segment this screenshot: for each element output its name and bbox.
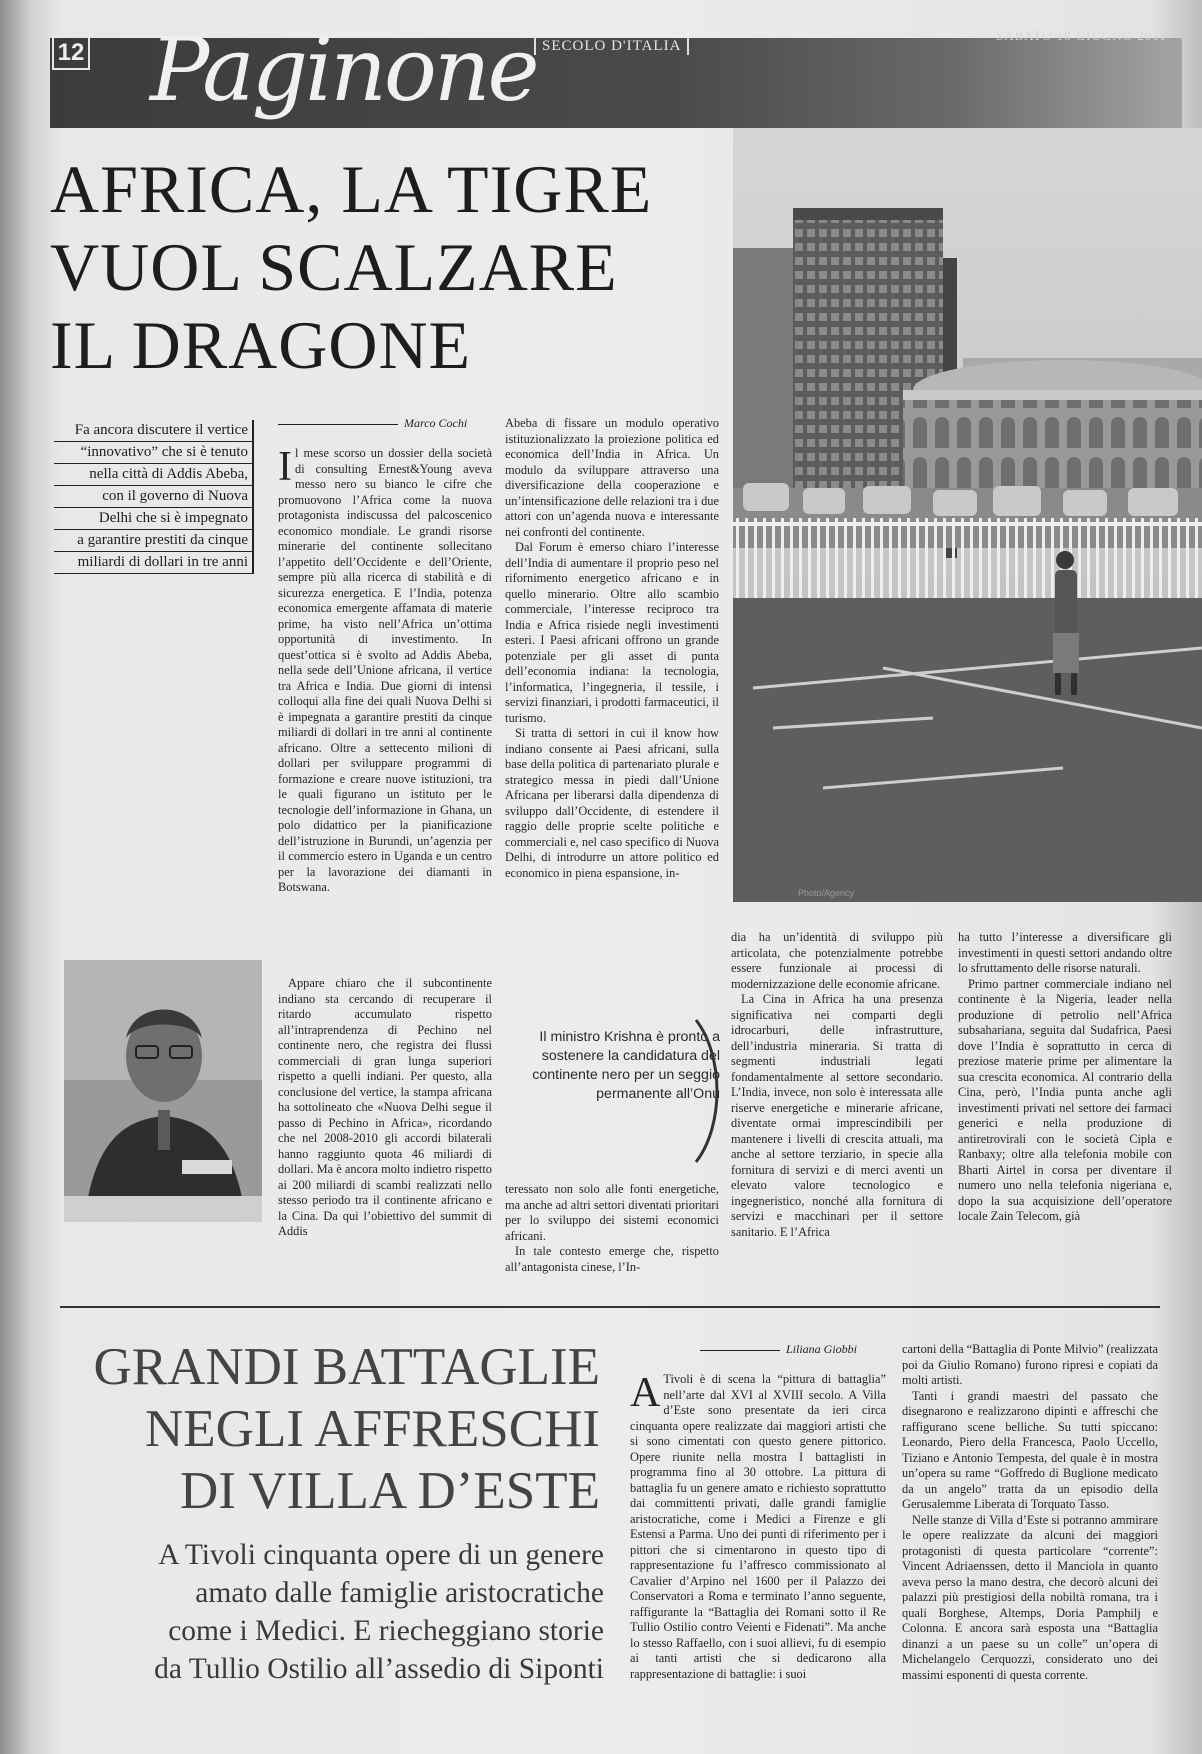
pull-quote: Il ministro Krishna è pronto a sostenere la candidatura del continente nero per un seggio permanente all’Onu: [532, 1029, 720, 1102]
secondary-headline: [60, 1336, 600, 1522]
photo-credit: Photo/Agency: [798, 888, 855, 898]
body-text: l mese scorso un dossier della società di consulting Ernest&Young aveva messo nero su bianco le cifre che promuovono l’Africa come la nuova protagonista indiscussa del palcoscenico economico mondiale. Le grandi risorse minerarie del continente sollecitano l’appetito dell’Occidente e dell’Oriente, sempre più alla ricerca di stabilità e di sicurezza energetica. E l’India, potenza economica emergente affamata di materie prime, ha visto nell’Africa un’ottima opportunità di investimento. In quest’ottica si è svolto ad Addis Abeba, nella sede dell’Unione africana, il vertice tra Africa e India. Due giorni di intensi colloqui alla fine dei quali Nuova Delhi si è impegnata a garantire prestiti da cinque miliardi di dollari in tre anni al continente africano. Oltre a settecento milioni di dollari per sviluppare programmi di formazione e creare nuove istituzioni, tra le quali figurano un istituto per le tecnologie dell’informazione in Ghana, un polo didattico per la pianificazione dell’istruzione in Burundi, un’agenzia per il commercio estero in Uganda e un centro per la lavorazione dei diamanti in Botswana.: [278, 446, 492, 894]
headline-line: VUOL SCALZARE: [50, 229, 618, 305]
body-text: Si tratta di settori in cui il know how indiano consente ai Paesi africani, sulla base della politica di partenariato plurale e strategico messa in piedi dall’Unione Africana per liberarsi dalla dipendenza di sviluppo dall’Occidente, di estendere il raggio delle proprie scelte politiche e commerciali e, nel caso specifico di Nuova Delhi, di introdurre un attore politico ed economico in piena espansione, in-: [505, 726, 719, 880]
dateline: SABATO 18 GIUGNO 2011: [996, 28, 1167, 43]
deck-line: come i Medici. E riecheggiano storie: [168, 1615, 604, 1647]
body-text: Primo partner commerciale indiano nel continente è la Nigeria, leader nella produzione di petrolio nell’Africa subsahariana, seguita dal Sudafrica, Paesi dove l’India è soprattutto in cerca di preziose materie prime per alimentare la sua crescita economica. Al contrario della Cina, però, l’India punta anche agli investimenti privati nel settore dei farmaci generici e nella produzione di antiretrovirali con le società Cipla e Ranbaxy; oltre alla telefonia mobile con Bharti Airtel in corsa per diventare il numero uno nella telefonia nigeriana e, dopo la sua acquisizione dell’operatore locale Zain Telecom, già: [958, 976, 1172, 1223]
body-text: Tivoli è di scena la “pittura di battaglia” nell’arte dal XVI al XVIII secolo. A Villa d’Este sono presentate da ieri circa cinquanta opere realizzate dai maggiori artisti che si sono cimentati con questo genere pittorico. Opere riunite nella mostra I battaglisti in programma fino al 30 ottobre. La pittura di battaglia fu un genere amato e richiesto soprattutto dai committenti privati, dalle grandi famiglie aristocratiche, come i Medici a Firenze e gli Estensi a Parma. Uno dei punti di riferimento per i pittori che si cimentarono in questo tipo di rappresentazione fu l’affresco commissionato al Cavalier d’Arpino nel 1600 per il Palazzo dei Conservatori a Roma e terminato l’anno seguente, raffigurante la “Battaglia dei Romani sotto il Re Tullio Ostilio contro Veienti e Fidenati”. Ma anche lo stesso Raffaello, con i suoi allievi, fu di esempio ai tanti artisti che si dedicarono alla rappresentazione di battaglie: i suoi: [630, 1372, 886, 1681]
deck-line: A Tivoli cinquanta opere di un genere: [158, 1539, 604, 1571]
headline-line: DI VILLA D’ESTE: [179, 1462, 600, 1520]
article2-column-2: [902, 1342, 1158, 1744]
article-column-3: [731, 930, 943, 1278]
headline-line: NEGLI AFFRESCHI: [145, 1400, 600, 1458]
main-headline: [50, 150, 730, 384]
body-text: teressato non solo alle fonti energetiche, ma anche ad altri settori diventati prioritari per lo sviluppo dei sistemi economici africani.: [505, 1182, 719, 1243]
body-text: cartoni della “Battaglia di Ponte Milvio” (realizzata poi da Giulio Romano) furono ripresi e copiati da molti artisti.: [902, 1342, 1158, 1387]
headline-line: AFRICA, LA TIGRE: [50, 151, 653, 227]
headline-line: IL DRAGONE: [50, 307, 472, 383]
body-text: ha tutto l’interesse a diversificare gli investimenti in questi settori andando oltre lo sfruttamento delle risorse naturali.: [958, 930, 1172, 975]
city-street-photo: [733, 128, 1202, 902]
author-name: Liliana Giobbi: [786, 1342, 858, 1356]
article-deck: [54, 420, 254, 574]
deck-line: miliardi di dollari in tre anni: [54, 552, 252, 574]
body-text: Tanti i grandi maestri del passato che disegnarono e realizzarono dipinti e affreschi che raffigurano scene belliche. Su tutti spiccano: Leonardo, Piero della Francesca, Paolo Uccello, Tiziano e Antonio Tempesta, del quale è in mostra un’opera su rame “Goffredo di Buglione medicato da un angelo” tratta da un episodio della Gerusalemme Liberata di Torquato Tasso.: [902, 1388, 1158, 1511]
body-text: Abeba di fissare un modulo operativo istituzionalizzato la proiezione politica ed economica dell’India in Africa. Un modulo da sviluppare attraverso una diversificazione della cooperazione e un’intensificazione delle relazioni tra i due attori con un’agenda nuova e interessante nei confronti del continente.: [505, 416, 719, 539]
byline: [278, 416, 467, 431]
page-number: 12: [52, 36, 90, 70]
deck-line: “innovativo” che si è tenuto: [54, 442, 252, 464]
section-divider: [60, 1306, 1160, 1308]
deck-line: da Tullio Ostilio all’assedio di Siponti: [154, 1653, 604, 1685]
article-column-2-continued: [505, 1182, 719, 1278]
body-text: Nelle stanze di Villa d’Este si potranno ammirare le opere realizzate da alcuni dei maggiori protagonisti di questa particolare “corrente”: Vincent Adriaenssen, detto il Manciola in quanto aveva perso la mano destra, che decorò alcuni dei palazzi più prestigiosi della nobiltà romana, tra i quali Borghese, Altemps, Doria Pamphilj e Colonna. E ancora sarà esposta una “Battaglia dinanzi a un paese su un colle” un’opera di Michelangelo Cerquozzi, considerato uno dei massimi esponenti di questa corrente.: [902, 1512, 1158, 1682]
body-text: dia ha un’identità di sviluppo più articolata, che potenzialmente potrebbe essere funzionale ai processi di modernizzazione delle economie africane.: [731, 930, 943, 991]
drop-cap: A: [630, 1372, 661, 1416]
deck-line: Fa ancora discutere il vertice: [54, 420, 252, 442]
body-text: Appare chiaro che il subcontinente indiano sta cercando di recuperare il ritardo accumulato rispetto all’intraprendenza di Pechino nel continente nero, che registra dei flussi commerciali di gran lunga superiori rispetto a quelli indiani. Per questo, alla conclusione del vertice, la stampa africana ha sottolineato che «Nuova Delhi segue il passo di Pechino in Africa», ricordando che nel 2008-2010 gli accordi bilaterali hanno raggiunto quota 46 miliardi di dollari. Ma è ancora molto indietro rispetto ai 200 miliardi di scambi realizzati nello stesso periodo tra il continente africano e la Cina. Da qui l’obiettivo del summit di Addis: [278, 976, 492, 1238]
masthead: SECOLO D'ITALIA: [534, 38, 689, 55]
deck-line: Delhi che si è impegnato: [54, 508, 252, 530]
body-text: Dal Forum è emerso chiaro l’interesse dell’India di aumentare il proprio peso nel rifornimento energetico africano e in quello minerario. Oltre allo scambio commerciale, l’interesse reciproco tra India e Africa risiede negli investimenti esteri. I Paesi africani offrono un grande potenziale per gli asset di punta dell’economia indiana: la tecnologia, l’informatica, l’ingegneria, il tessile, i servizi finanziari, i prodotti farmaceutici, il turismo.: [505, 540, 719, 725]
article-column-1: [278, 446, 492, 966]
headline-line: GRANDI BATTAGLIE: [93, 1338, 600, 1396]
deck-line: con il governo di Nuova: [54, 486, 252, 508]
pull-quote-bracket: [690, 1016, 730, 1166]
article2-column-1: [630, 1372, 886, 1744]
article-column-4: [958, 930, 1172, 1278]
byline-2: [700, 1342, 857, 1357]
section-title: Paginone: [150, 18, 537, 121]
body-text: La Cina in Africa ha una presenza significativa nei comparti degli idrocarburi, delle infrastrutture, dell’industria mineraria. Si tratta di segmenti industriali legati fondamentalmente al settore secondario. L’India, invece, non solo è interessata alle riserve energetiche e minerarie africane, diventate ormai imprescindibili per mantenere i livelli di crescita attuali, ma anche al settore terziario, in specie alla fornitura di servizi e di merci aventi un elevato valore tecnologico e ingegneristico, nonché alla fornitura di servizi e macchinari per il settore sanitario. E l’Africa: [731, 992, 943, 1239]
article-column-2: [505, 416, 719, 970]
article-column-1-continued: [278, 976, 492, 1278]
deck-line: amato dalle famiglie aristocratiche: [195, 1577, 604, 1609]
deck-line: nella città di Addis Abeba,: [54, 464, 252, 486]
drop-cap: I: [278, 446, 292, 490]
author-name: Marco Cochi: [404, 416, 468, 430]
body-text: In tale contesto emerge che, rispetto all’antagonista cinese, l’In-: [505, 1244, 719, 1274]
secondary-deck: [56, 1536, 604, 1688]
portrait-photo: [64, 960, 262, 1222]
deck-line: a garantire prestiti da cinque: [54, 530, 252, 552]
